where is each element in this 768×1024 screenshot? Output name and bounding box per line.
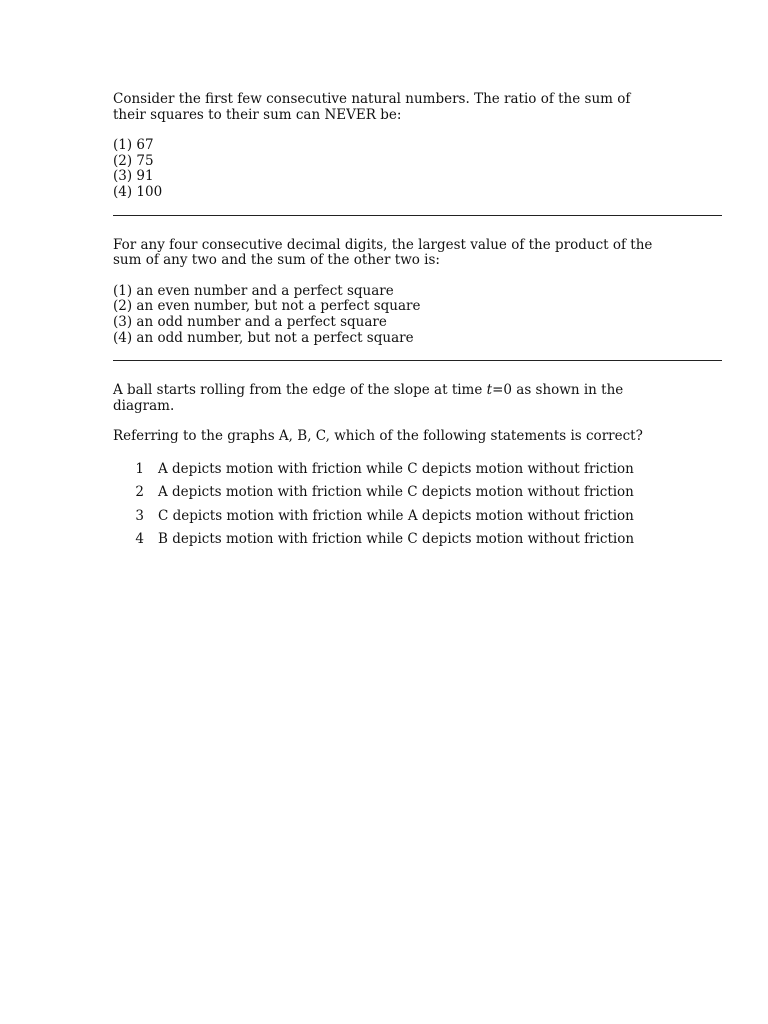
question-3-options	[113, 461, 722, 555]
question-2-option-4: (4) an odd number, but not a perfect square	[113, 329, 414, 346]
question-1-option-4: (4) 100	[113, 183, 163, 200]
question-3-option-1-text: A depicts motion with friction while C depicts motion without friction	[158, 460, 634, 477]
question-3-option-3-text: C depicts motion with friction while A depicts motion without friction	[158, 507, 634, 524]
question-3-option-1-number: 1	[135, 460, 144, 477]
question-3-option-4-text: B depicts motion with friction while C depicts motion without friction	[158, 531, 635, 548]
question-3-option-2-number: 2	[135, 484, 144, 501]
question-1-options	[113, 138, 722, 200]
question-1-option-3: (3) 91	[113, 168, 154, 185]
document-page	[113, 92, 722, 555]
question-1	[113, 92, 722, 201]
separator-1	[113, 215, 722, 216]
question-3-option-4-number: 4	[135, 531, 144, 548]
question-3	[113, 383, 722, 555]
question-3-option-1	[113, 461, 722, 485]
question-1-stem: Consider the first few consecutive natural numbers. The ratio of the sum of their squares to their sum can NEVER be:	[113, 91, 631, 123]
question-3-option-2	[113, 484, 722, 508]
question-2-option-2: (2) an even number, but not a perfect square	[113, 298, 421, 315]
question-3-stem-2: Referring to the graphs A, B, C, which of the following statements is correct?	[113, 428, 643, 445]
question-3-stem-part-2: =0 as shown in the diagram.	[113, 382, 624, 414]
question-2-option-1: (1) an even number and a perfect square	[113, 282, 394, 299]
question-3-stem-part-1: A ball starts rolling from the edge of the slope at time	[113, 382, 487, 399]
question-3-option-2-text: A depicts motion with friction while C depicts motion without friction	[158, 484, 634, 501]
question-3-stem	[113, 383, 653, 414]
question-2-stem: For any four consecutive decimal digits, the largest value of the product of the sum of any two and the sum of the other two is:	[113, 236, 653, 269]
question-2-option-3: (3) an odd number and a perfect square	[113, 313, 387, 330]
question-3-option-4	[113, 531, 722, 555]
question-1-option-2: (2) 75	[113, 152, 154, 169]
separator-2	[113, 360, 722, 361]
question-2	[113, 238, 722, 347]
question-1-option-1: (1) 67	[113, 137, 154, 154]
question-3-option-3	[113, 508, 722, 532]
question-3-time-variable: t	[486, 382, 493, 399]
question-2-options	[113, 284, 722, 346]
question-3-option-3-number: 3	[135, 507, 144, 524]
